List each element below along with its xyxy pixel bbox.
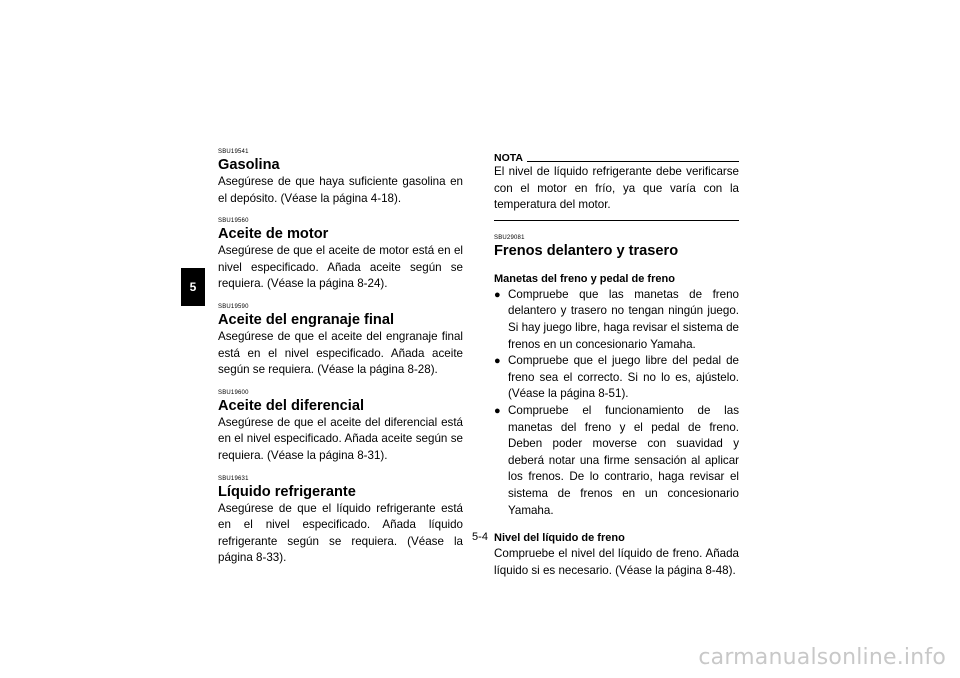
spacer — [494, 260, 739, 272]
note-end-rule — [494, 220, 739, 221]
section-code: SBU19631 — [218, 475, 249, 482]
section-title: Aceite del diferencial — [218, 397, 364, 414]
section-code: SBU19560 — [218, 218, 249, 225]
spacer — [494, 519, 739, 531]
section-title: Líquido refrigerante — [218, 483, 356, 500]
subsection-title: Nivel del líquido de freno — [494, 532, 625, 545]
section-frenos — [494, 235, 739, 580]
section-text: Asegúrese de que el líquido refrigerante está en el nivel especificado. Añada líquido refrigerante según se requiera. (Véase la página 8-33). — [218, 501, 463, 565]
section-title: Aceite de motor — [218, 226, 329, 243]
section-aceite-motor — [218, 218, 463, 293]
note-label: NOTA — [494, 152, 523, 164]
note-text: El nivel de líquido refrigerante debe verificarse con el motor en frío, ya que varía con la temperatura del motor. — [494, 165, 739, 212]
bullet-icon: ● — [494, 288, 501, 301]
section-liquido-refrigerante — [218, 476, 463, 567]
right-column — [494, 152, 739, 590]
section-aceite-diferencial — [218, 390, 463, 465]
watermark: carmanualsonline.info — [698, 645, 946, 670]
section-gasolina — [218, 149, 463, 207]
list-item: ● Compruebe que el juego libre del pedal de freno sea el correcto. Si no lo es, ajústelo. (Véase la página 8-51). — [494, 354, 739, 401]
subsection-title: Manetas del freno y pedal de freno — [494, 272, 675, 285]
section-text: Asegúrese de que el aceite de motor está en el nivel especificado. Añada aceite según se requiera. (Véase la página 8-24). — [218, 244, 463, 291]
section-code: SBU19600 — [218, 389, 249, 396]
section-code: SBU19541 — [218, 149, 249, 155]
list-item: ● Compruebe el funcionamiento de las manetas del freno y el pedal de freno. Deben poder moverse con suavidad y deberá notar una firme sensación al aplicar los frenos. De lo contrario, haga revisar el sistema de frenos en un concesionario Yamaha. — [494, 403, 739, 517]
page-number: 5-4 — [472, 531, 488, 543]
section-text: Asegúrese de que el aceite del diferencial está en el nivel especificado. Añada aceite según se requiera. (Véase la página 8-31). — [218, 415, 463, 462]
section-text: Asegúrese de que haya suficiente gasolina en el depósito. (Véase la página 4-18). — [218, 175, 463, 205]
section-title: Aceite del engranaje final — [218, 311, 394, 328]
section-title: Frenos delantero y trasero — [494, 242, 679, 259]
note-rule — [527, 161, 739, 162]
section-code: SBU19590 — [218, 303, 249, 310]
section-text: Asegúrese de que el aceite del engranaje final está en el nivel especificado. Añada aceite según se requiera. (Véase la página 8-28). — [218, 329, 463, 377]
bullet-icon: ● — [494, 404, 501, 417]
section-title: Gasolina — [218, 157, 280, 173]
section-code: SBU29081 — [494, 234, 525, 241]
bullet-list — [494, 287, 739, 519]
section-aceite-engranaje — [218, 304, 463, 379]
left-column — [218, 149, 463, 578]
chapter-tab: 5 — [181, 268, 205, 306]
list-item: ● Compruebe que las manetas de freno delantero y trasero no tengan ningún juego. Si hay juego libre, haga revisar el sistema de frenos en un concesionario Yamaha. — [494, 287, 739, 351]
bullet-icon: ● — [494, 355, 501, 368]
note-header — [494, 152, 739, 164]
subsection-text: Compruebe el nivel del líquido de freno. Añada líquido si es necesario. (Véase la página 8-48). — [494, 547, 739, 577]
